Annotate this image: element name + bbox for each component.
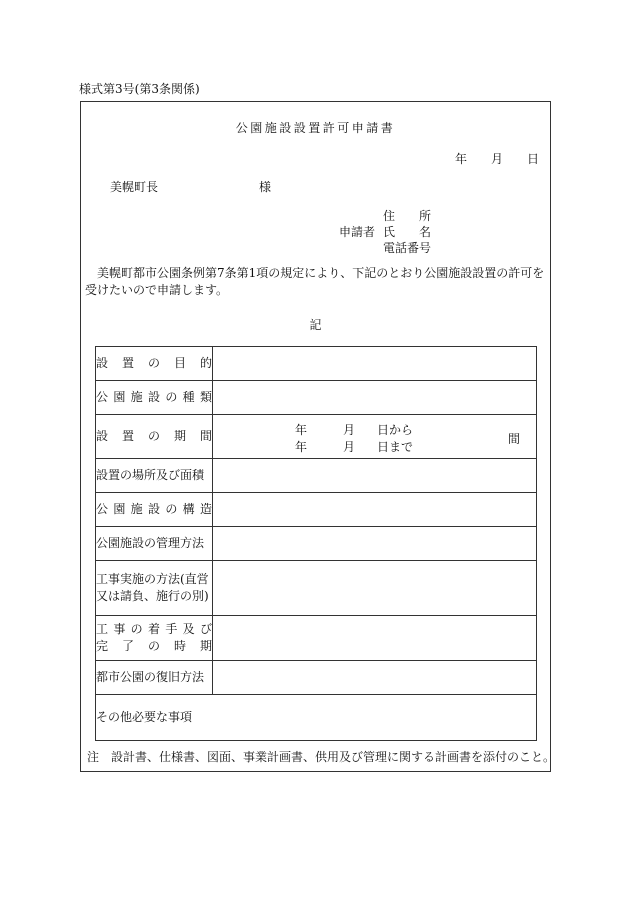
restoration-label-cell	[96, 661, 213, 695]
other-matters-label: その他必要な事項	[96, 710, 193, 724]
period-label-cell	[96, 415, 213, 459]
timing-value[interactable]	[213, 616, 537, 661]
other-matters-cell[interactable]	[96, 695, 537, 741]
table-row	[96, 459, 537, 493]
form-title: 公園施設設置許可申請書	[235, 121, 396, 135]
timing-label-cell	[96, 616, 213, 661]
date-month-label: 月	[491, 152, 504, 166]
table-row	[96, 347, 537, 381]
period-to-day: 日まで	[377, 440, 414, 454]
period-to-year: 年	[295, 440, 308, 454]
structure-value[interactable]	[213, 493, 537, 527]
facility-type-label-cell	[96, 381, 213, 415]
period-total-label: 間	[507, 432, 520, 446]
date-year-label: 年	[455, 152, 468, 166]
location-label-cell	[96, 459, 213, 493]
applicant-name-label: 氏 名	[383, 225, 432, 239]
applicant-label: 申請者	[339, 225, 376, 239]
structure-label: 公 園 施 設 の 構 造	[96, 502, 212, 516]
honorific: 様	[259, 180, 272, 194]
management-label-cell	[96, 527, 213, 561]
period-year-column	[295, 421, 307, 455]
details-table	[95, 346, 537, 741]
facility-type-label: 公 園 施 設 の 種 類	[96, 390, 212, 404]
restoration-value[interactable]	[213, 661, 537, 695]
period-from-day: 日から	[377, 423, 414, 437]
construction-method-value[interactable]	[213, 561, 537, 616]
period-day-column	[377, 421, 413, 455]
period-label: 設 置 の 期 間	[96, 429, 212, 443]
applicant-phone-label: 電話番号	[383, 241, 432, 255]
application-form	[80, 101, 556, 772]
table-row	[96, 695, 537, 741]
table-row	[96, 381, 537, 415]
table-row	[96, 561, 537, 616]
period-from-year: 年	[295, 423, 308, 437]
table-row	[96, 415, 537, 459]
management-label: 公園施設の管理方法	[96, 536, 205, 550]
addressee: 美幌町長	[110, 180, 159, 194]
form-number-label: 様式第3号(第3条関係)	[79, 82, 200, 96]
attachment-note: 注 設計書、仕様書、図面、事業計画書、供用及び管理に関する計画書を添付のこと。	[87, 750, 556, 764]
purpose-value[interactable]	[213, 347, 537, 381]
location-value[interactable]	[213, 459, 537, 493]
timing-label-line-2: 完 了 の 時 期	[96, 639, 212, 653]
date-day-label: 日	[527, 152, 540, 166]
period-month-column	[343, 421, 355, 455]
structure-label-cell	[96, 493, 213, 527]
purpose-label-cell	[96, 347, 213, 381]
table-row	[96, 527, 537, 561]
restoration-label: 都市公園の復旧方法	[96, 670, 205, 684]
timing-label-line-1: 工 事 の 着 手 及 び	[96, 622, 212, 636]
table-row	[96, 616, 537, 661]
ki-heading: 記	[309, 318, 322, 332]
period-value[interactable]	[213, 415, 537, 459]
table-row	[96, 661, 537, 695]
table-row	[96, 493, 537, 527]
management-value[interactable]	[213, 527, 537, 561]
construction-method-label: 工事実施の方法(直営又は請負、施行の別)	[96, 572, 209, 603]
facility-type-value[interactable]	[213, 381, 537, 415]
period-from-month: 月	[343, 423, 356, 437]
period-to-month: 月	[343, 440, 356, 454]
location-label: 設置の場所及び面積	[96, 468, 205, 482]
construction-method-label-cell	[96, 561, 213, 616]
applicant-address-label: 住 所	[383, 209, 432, 223]
application-statement: 美幌町都市公園条例第7条第1項の規定により、下記のとおり公園施設設置の許可を受けたいので申請します。	[85, 266, 545, 297]
purpose-label: 設 置 の 目 的	[96, 356, 212, 370]
